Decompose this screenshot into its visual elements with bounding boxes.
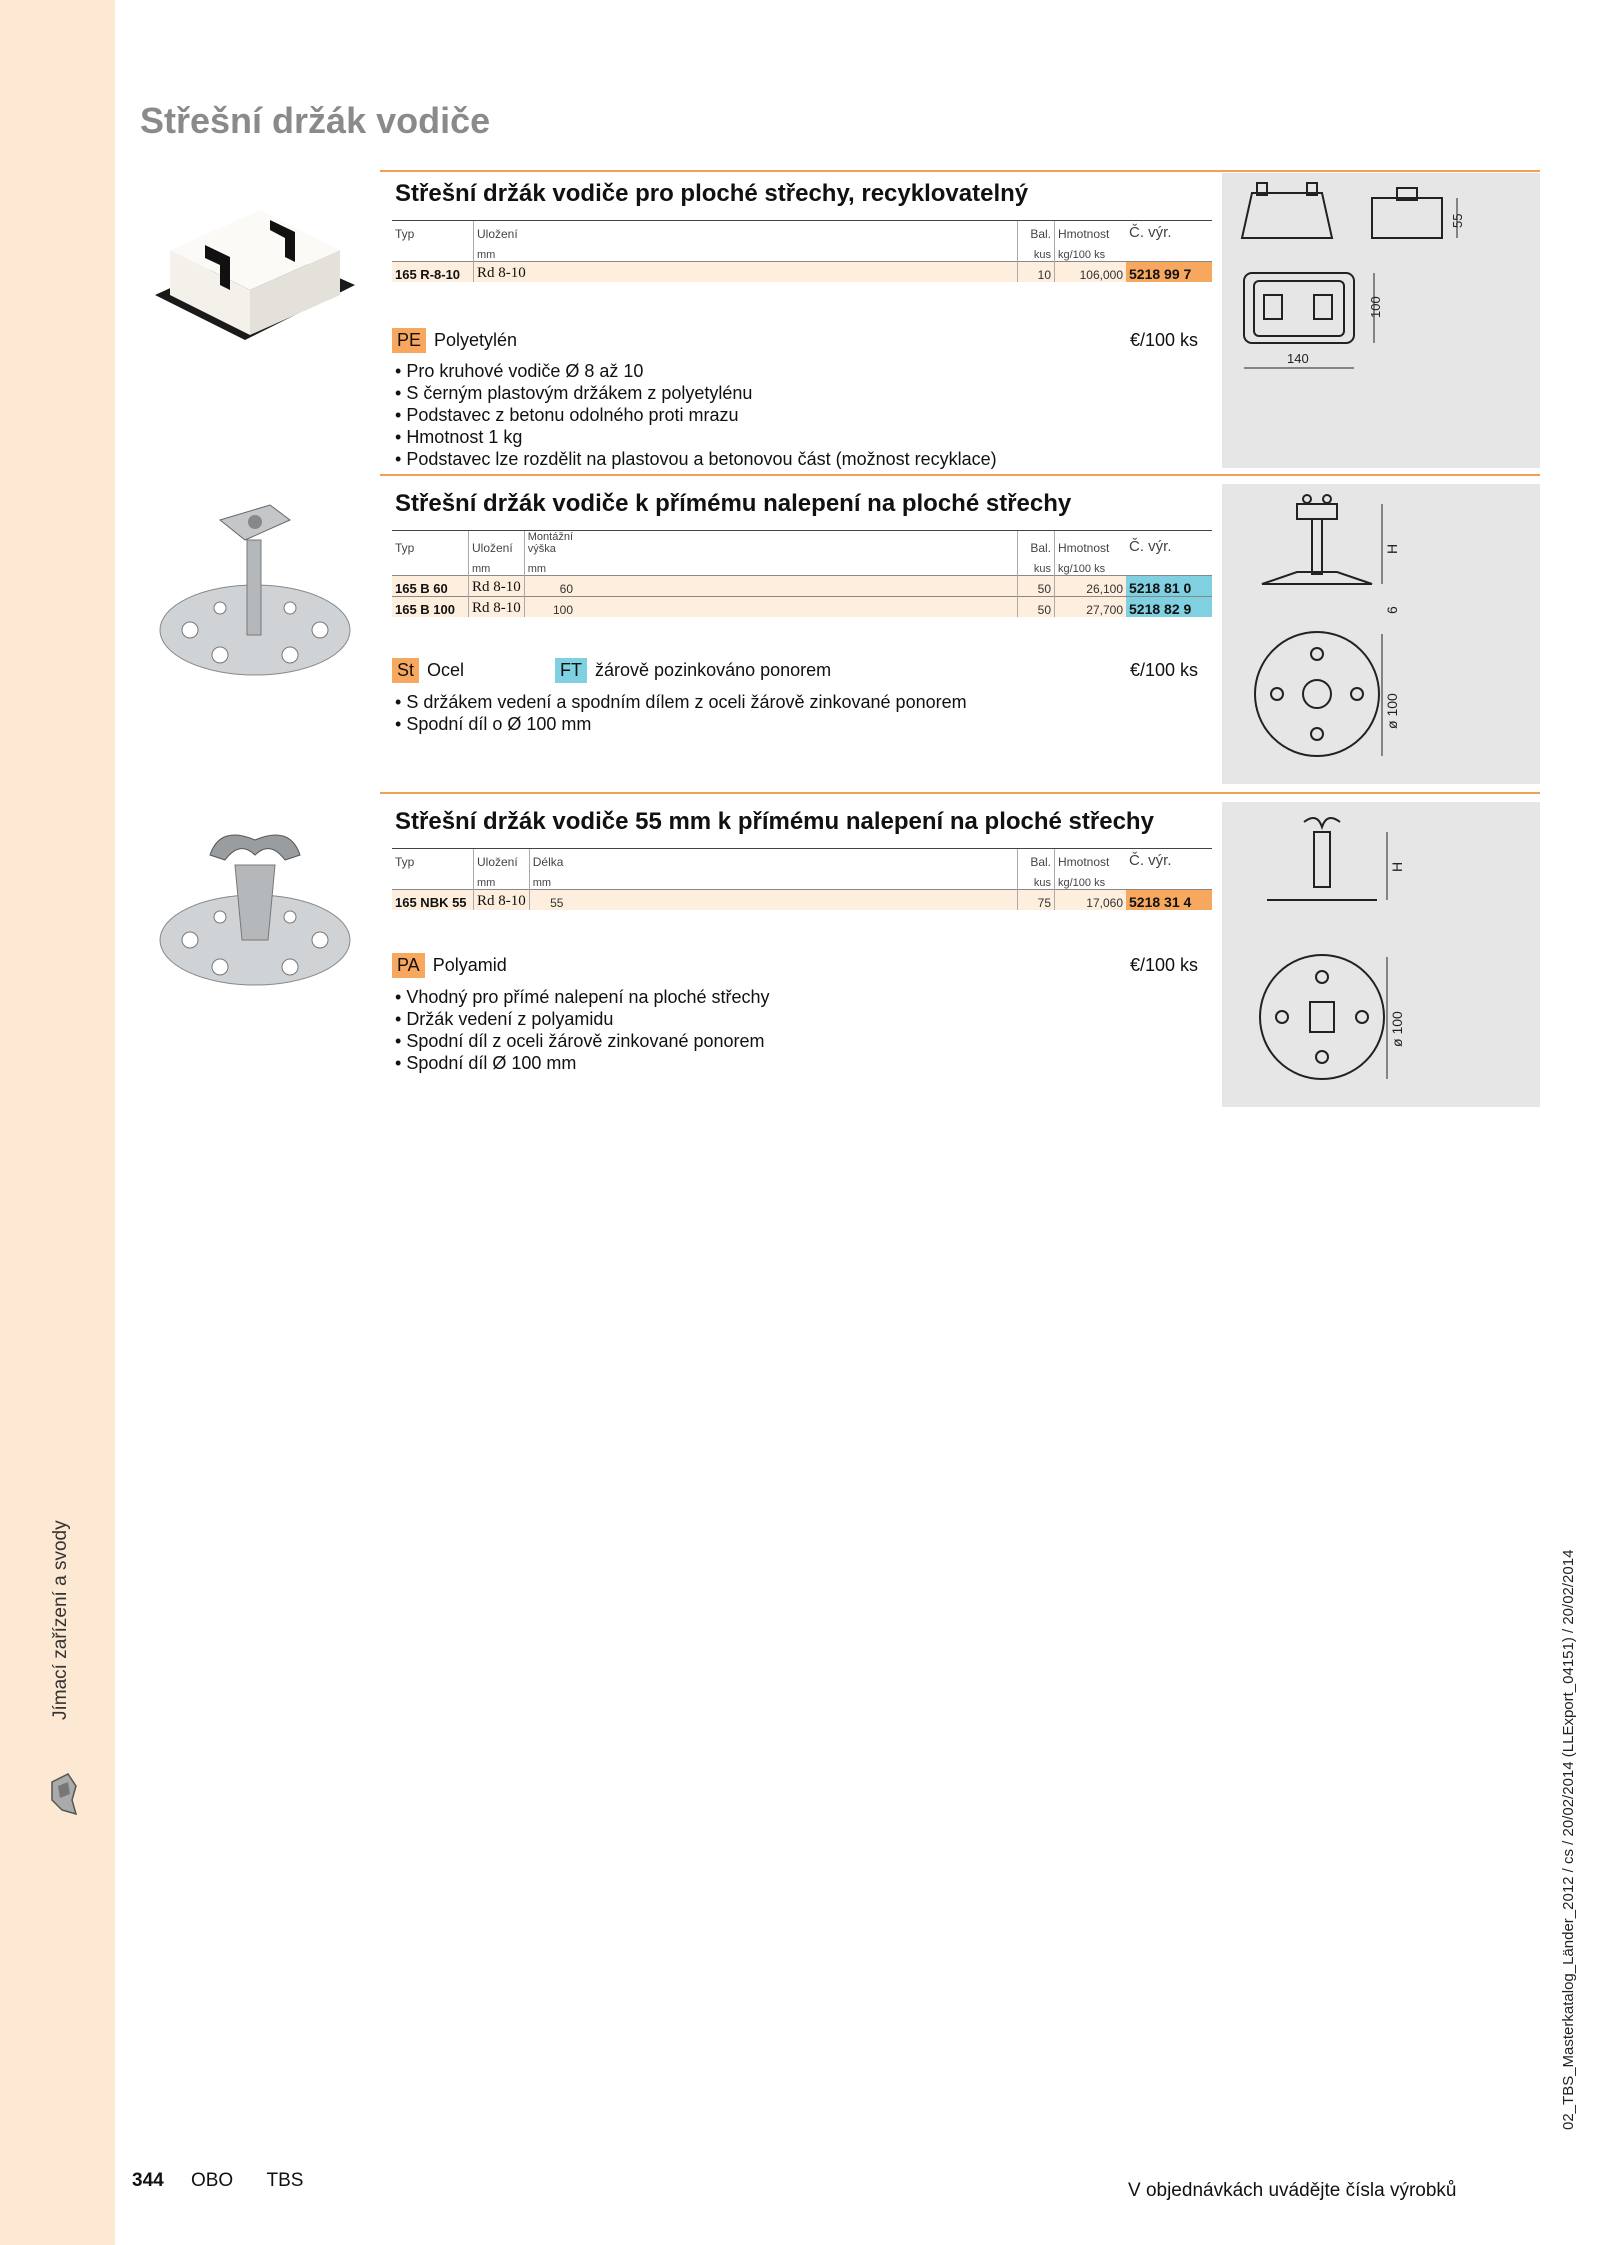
unit-bal: kus — [1018, 241, 1055, 262]
material-row — [392, 658, 831, 683]
section-title: Střešní držák vodiče 55 mm k přímému nalepení na ploché střechy — [395, 808, 1154, 835]
finish-badge: FT — [555, 658, 587, 683]
col-hmotnost: Hmotnost — [1055, 531, 1127, 556]
page-title: Střešní držák vodiče — [140, 100, 491, 141]
lightning-holder-icon — [46, 1770, 80, 1820]
list-item: • Podstavec z betonu odolného proti mrazu — [395, 404, 997, 426]
material-badge: PA — [392, 953, 425, 978]
table-row: 165 B 100 Rd 8-10 100 50 27,700 5218 82 9 — [392, 597, 1212, 618]
feature-list — [395, 360, 997, 470]
list-item: • Podstavec lze rozdělit na plastovou a betonovou část (možnost recyklace) — [395, 448, 997, 470]
material-badge: PE — [392, 328, 426, 353]
technical-drawing-1 — [1222, 173, 1540, 468]
price-unit: €/100 ks — [1130, 660, 1199, 680]
dim-diameter-label: ø 100 — [1389, 1011, 1405, 1047]
section-divider — [380, 474, 1540, 476]
table-row: 165 R-8-10 Rd 8-10 10 106,000 5218 99 7 — [392, 262, 1212, 283]
footer-left — [132, 2170, 303, 2192]
price-unit: €/100 ks — [1130, 955, 1199, 975]
product-photo-recyclable-holder — [150, 210, 360, 370]
product-photo-glued-holder — [150, 500, 360, 690]
list-item: • Vhodný pro přímé nalepení na ploché střechy — [395, 986, 770, 1008]
footer-note: V objednávkách uvádějte čísla výrobků — [1128, 2180, 1457, 2201]
col-typ: Typ — [392, 221, 474, 242]
brand: OBO — [190, 2170, 234, 2191]
col-ulozeni: Uložení — [469, 531, 525, 556]
dim-height-label: H — [1389, 861, 1405, 872]
dim-height-label: 55 — [1450, 213, 1465, 228]
table-row: 165 NBK 55 Rd 8-10 55 75 17,060 5218 31 4 — [392, 890, 1212, 911]
col-cvyr: Č. výr. — [1126, 849, 1212, 870]
list-item: • Pro kruhové vodiče Ø 8 až 10 — [395, 360, 997, 382]
col-ulozeni: Uložení — [474, 221, 541, 242]
list-item: • Spodní díl o Ø 100 mm — [395, 713, 967, 735]
feature-list — [395, 986, 770, 1074]
list-item: • S držákem vedení a spodním dílem z oceli žárově zinkované ponorem — [395, 691, 967, 713]
spec-table — [392, 220, 1212, 282]
dim-height-label: H — [1384, 543, 1400, 554]
col-hmotnost: Hmotnost — [1055, 221, 1127, 242]
list-item: • Držák vedení z polyamidu — [395, 1008, 770, 1030]
technical-drawing-3 — [1222, 802, 1540, 1107]
col-montazni-vyska: Montážní výška — [524, 531, 576, 556]
col-hmotnost: Hmotnost — [1055, 849, 1127, 870]
col-delka: Délka — [529, 849, 566, 870]
product-photo-55mm-holder — [150, 825, 360, 995]
section-divider — [380, 792, 1540, 794]
col-bal: Bal. — [1018, 849, 1055, 870]
material-label: Ocel — [427, 660, 465, 680]
col-ulozeni: Uložení — [474, 849, 530, 870]
dim-diameter-label: ø 100 — [1384, 693, 1400, 729]
sidebar — [0, 0, 115, 2245]
section-title: Střešní držák vodiče k přímému nalepení na ploché střechy — [395, 490, 1072, 517]
technical-drawing-2 — [1222, 484, 1540, 784]
table-row: 165 B 60 Rd 8-10 60 50 26,100 5218 81 0 — [392, 576, 1212, 597]
list-item: • Hmotnost 1 kg — [395, 426, 997, 448]
list-item: • S černým plastovým držákem z polyetylénu — [395, 382, 997, 404]
unit-hmotnost: kg/100 ks — [1055, 241, 1127, 262]
series: TBS — [266, 2170, 304, 2191]
material-badge: St — [392, 658, 419, 683]
sidebar-label: Jímací zařízení a svody — [50, 1520, 71, 1720]
price-unit: €/100 ks — [1130, 330, 1199, 350]
material-row — [392, 953, 507, 978]
finish-label: žárově pozinkováno ponorem — [595, 660, 832, 680]
col-typ: Typ — [392, 849, 474, 870]
section-title: Střešní držák vodiče pro ploché střechy, recyklovatelný — [395, 180, 1029, 207]
col-bal: Bal. — [1018, 221, 1055, 242]
list-item: • Spodní díl z oceli žárově zinkované ponorem — [395, 1030, 770, 1052]
dim-width-label: 100 — [1368, 296, 1383, 318]
dim-thickness-label: 6 — [1384, 606, 1400, 614]
print-meta: 02_TBS_Masterkatalog_Länder_2012 / cs / 20/02/2014 (LLExport_04151) / 20/02/2014 — [1560, 1549, 1577, 2130]
col-bal: Bal. — [1018, 531, 1055, 556]
material-label: Polyetylén — [434, 330, 518, 350]
spec-table: Typ Uložení Délka Bal. Hmotnost Č. výr. mm mm kus kg/100 ks 165 NBK 55 Rd 8-10 55 75 17,060 5218 31 4 — [392, 848, 1212, 910]
col-cvyr: Č. výr. — [1126, 531, 1212, 556]
page-number: 344 — [132, 2170, 164, 2191]
material-row — [392, 328, 517, 353]
material-label: Polyamid — [432, 955, 507, 975]
col-cvyr: Č. výr. — [1126, 221, 1212, 242]
feature-list — [395, 691, 967, 735]
list-item: • Spodní díl Ø 100 mm — [395, 1052, 770, 1074]
section-divider — [380, 170, 1540, 172]
unit-ulozeni: mm — [474, 241, 541, 262]
spec-table: Typ Uložení Montážní výška Bal. Hmotnost Č. výr. mm mm kus kg/100 ks 165 B 60 Rd 8-10 60 50 26,100 5218 81 0 165 B 100 Rd 8-10 100 50 27,700 5218 82 9 — [392, 530, 1212, 617]
col-typ: Typ — [392, 531, 469, 556]
dim-length-label: 140 — [1287, 351, 1309, 366]
